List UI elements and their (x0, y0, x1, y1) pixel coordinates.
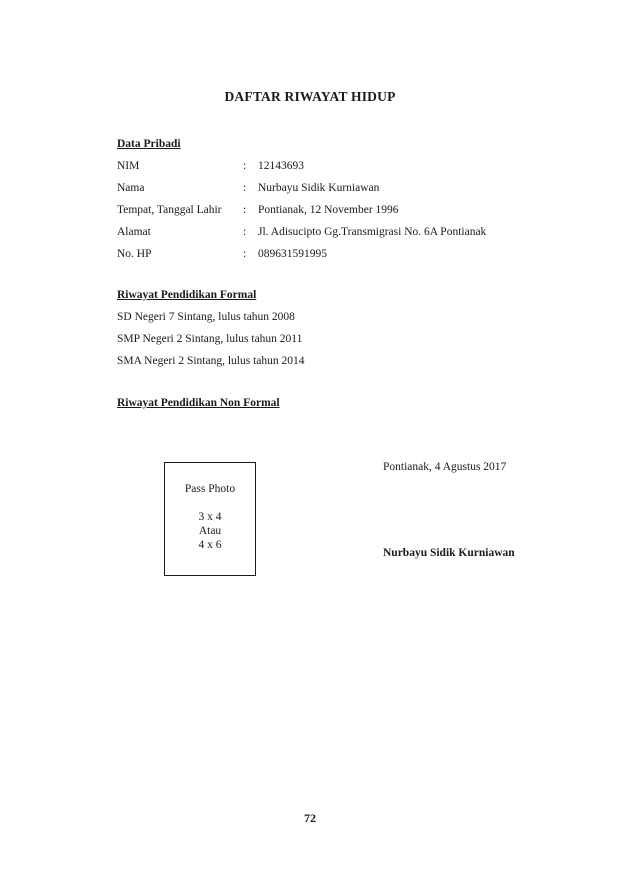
name-label: Nama (117, 182, 145, 194)
photo-size-alternate: 4 x 6 (198, 539, 222, 551)
address-colon: : (243, 226, 247, 238)
formal-education-item: SD Negeri 7 Sintang, lulus tahun 2008 (117, 311, 295, 323)
photo-size-or: Atau (198, 525, 222, 537)
address-label: Alamat (117, 226, 151, 238)
birth-colon: : (243, 204, 247, 216)
phone-value: 089631591995 (258, 248, 327, 260)
nim-value: 12143693 (258, 160, 304, 172)
address-value: Jl. Adisucipto Gg.Transmigrasi No. 6A Pontianak (258, 226, 487, 238)
formal-education-item: SMA Negeri 2 Sintang, lulus tahun 2014 (117, 355, 305, 367)
page-number: 72 (304, 811, 316, 825)
signer-name: Nurbayu Sidik Kurniawan (383, 547, 515, 559)
pass-photo-placeholder (164, 462, 256, 576)
phone-colon: : (243, 248, 247, 260)
phone-label: No. HP (117, 248, 152, 260)
name-colon: : (243, 182, 247, 194)
personal-data-heading: Data Pribadi (117, 138, 181, 150)
birth-label: Tempat, Tanggal Lahir (117, 204, 222, 216)
nim-colon: : (243, 160, 247, 172)
document-title: DAFTAR RIWAYAT HIDUP (224, 89, 396, 104)
nonformal-education-heading: Riwayat Pendidikan Non Formal (117, 397, 280, 409)
formal-education-heading: Riwayat Pendidikan Formal (117, 289, 257, 301)
nim-label: NIM (117, 160, 140, 172)
birth-value: Pontianak, 12 November 1996 (258, 204, 399, 216)
name-value: Nurbayu Sidik Kurniawan (258, 182, 380, 194)
place-date: Pontianak, 4 Agustus 2017 (383, 461, 507, 473)
photo-label: Pass Photo (184, 483, 236, 495)
formal-education-item: SMP Negeri 2 Sintang, lulus tahun 2011 (117, 333, 303, 345)
photo-size-primary: 3 x 4 (198, 511, 222, 523)
